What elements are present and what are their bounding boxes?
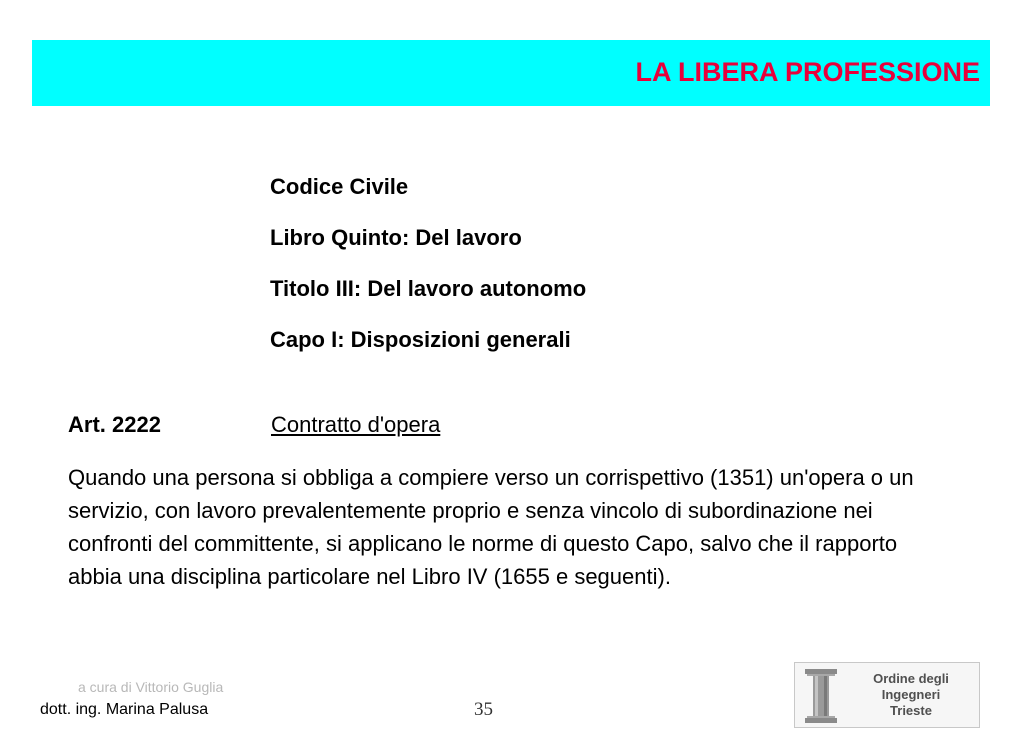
heading-code: Codice Civile xyxy=(270,174,409,199)
legal-reference-headings xyxy=(270,172,586,376)
logo-text xyxy=(847,671,975,719)
logo-line-2: Ingegneri xyxy=(881,687,941,702)
footer-ghost-label: a cura di Vittorio Guglia xyxy=(78,679,224,695)
slide-title: LA LIBERA PROFESSIONE xyxy=(635,57,980,87)
footer-author: dott. ing. Marina Palusa xyxy=(40,701,209,718)
page-number: 35 xyxy=(474,699,493,720)
article-body: Quando una persona si obbliga a compiere verso un corrispettivo (1351) un'opera o un servizio, con lavoro prevalentemente proprio e senza vincolo di subordinazione nei confronti del committente, si applicano le norme di questo Capo, salvo che il rapporto abbia una disciplina particolare nel Libro IV (1655 e seguenti). xyxy=(68,465,914,589)
logo-ordine-ingegneri xyxy=(794,662,980,728)
logo-line-3: Trieste xyxy=(890,703,932,718)
heading-title: Titolo III: Del lavoro autonomo xyxy=(270,276,587,301)
footer-ghost-text xyxy=(78,679,268,695)
heading-book: Libro Quinto: Del lavoro xyxy=(270,225,522,250)
article-number: Art. 2222 xyxy=(68,412,161,437)
header-bar xyxy=(32,40,990,106)
article-title: Contratto d'opera xyxy=(271,412,441,437)
logo-line-1: Ordine degli xyxy=(873,671,949,686)
column-i-icon xyxy=(801,667,841,725)
heading-chapter: Capo I: Disposizioni generali xyxy=(270,327,571,352)
